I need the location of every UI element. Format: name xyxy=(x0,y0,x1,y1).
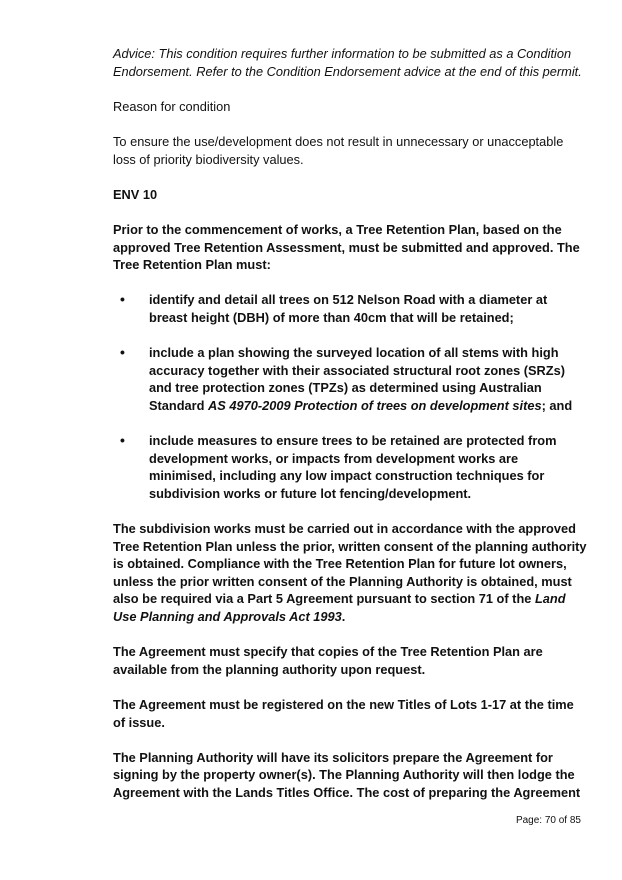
list-item xyxy=(113,432,588,502)
condition-code: ENV 10 xyxy=(113,186,158,202)
page-body xyxy=(113,45,588,819)
list-item xyxy=(113,291,588,326)
solicitors-paragraph: The Planning Authority will have its solicitors prepare the Agreement for signing by the property owner(s). The Planning Authority will then lodge the Agreement with the Lands Titles Office. The cost of preparing the Agreement xyxy=(113,749,581,800)
list-item xyxy=(113,344,588,414)
reason-text: To ensure the use/development does not result in unnecessary or unacceptable loss of priority biodiversity values. xyxy=(113,133,564,167)
reason-heading: Reason for condition xyxy=(113,98,231,114)
subdivision-paragraph xyxy=(113,520,588,626)
condition-intro: Prior to the commencement of works, a Tree Retention Plan, based on the approved Tree Retention Assessment, must be submitted and approved. The Tree Retention Plan must: xyxy=(113,221,580,273)
act-title: Land Use Planning and Approvals Act 1993 xyxy=(113,591,566,624)
list-item-text: include measures to ensure trees to be retained are protected from development works, or impacts from development works are minimised, including any low impact construction techniques for subdivision works or future lot fencing/development. xyxy=(149,433,557,501)
requirements-list xyxy=(113,291,588,502)
list-item-text: include a plan showing the surveyed location of all stems with high accuracy together with their associated structural root zones (SRZs) and tree protection zones (TPZs) as determined using Australian Standard xyxy=(149,345,565,413)
list-item-text: identify and detail all trees on 512 Nelson Road with a diameter at breast height (DBH) of more than 40cm that will be retained; xyxy=(149,292,548,325)
page-number: Page: 70 of 85 xyxy=(515,815,581,826)
copies-paragraph: The Agreement must specify that copies of the Tree Retention Plan are available from the planning authority upon request. xyxy=(113,644,543,677)
advice-note: Advice: This condition requires further information to be submitted as a Condition Endorsement. Refer to the Condition Endorsement advice at the end of this permit. xyxy=(113,46,582,79)
standard-title: AS 4970-2009 Protection of trees on development sites xyxy=(208,397,542,413)
list-item-text-end: ; and xyxy=(541,397,573,413)
subdivision-text-end: . xyxy=(341,609,346,624)
subdivision-text: The subdivision works must be carried out in accordance with the approved Tree Retention Plan unless the prior, written consent of the planning authority is obtained. Compliance with the Tree Retention Plan for future lot owners, unless the prior written consent of the Planning Authority is obtained, must also be required via a Part 5 Agreement pursuant to section 71 of the xyxy=(113,521,587,607)
registered-paragraph: The Agreement must be registered on the new Titles of Lots 1-17 at the time of issue. xyxy=(113,696,574,730)
